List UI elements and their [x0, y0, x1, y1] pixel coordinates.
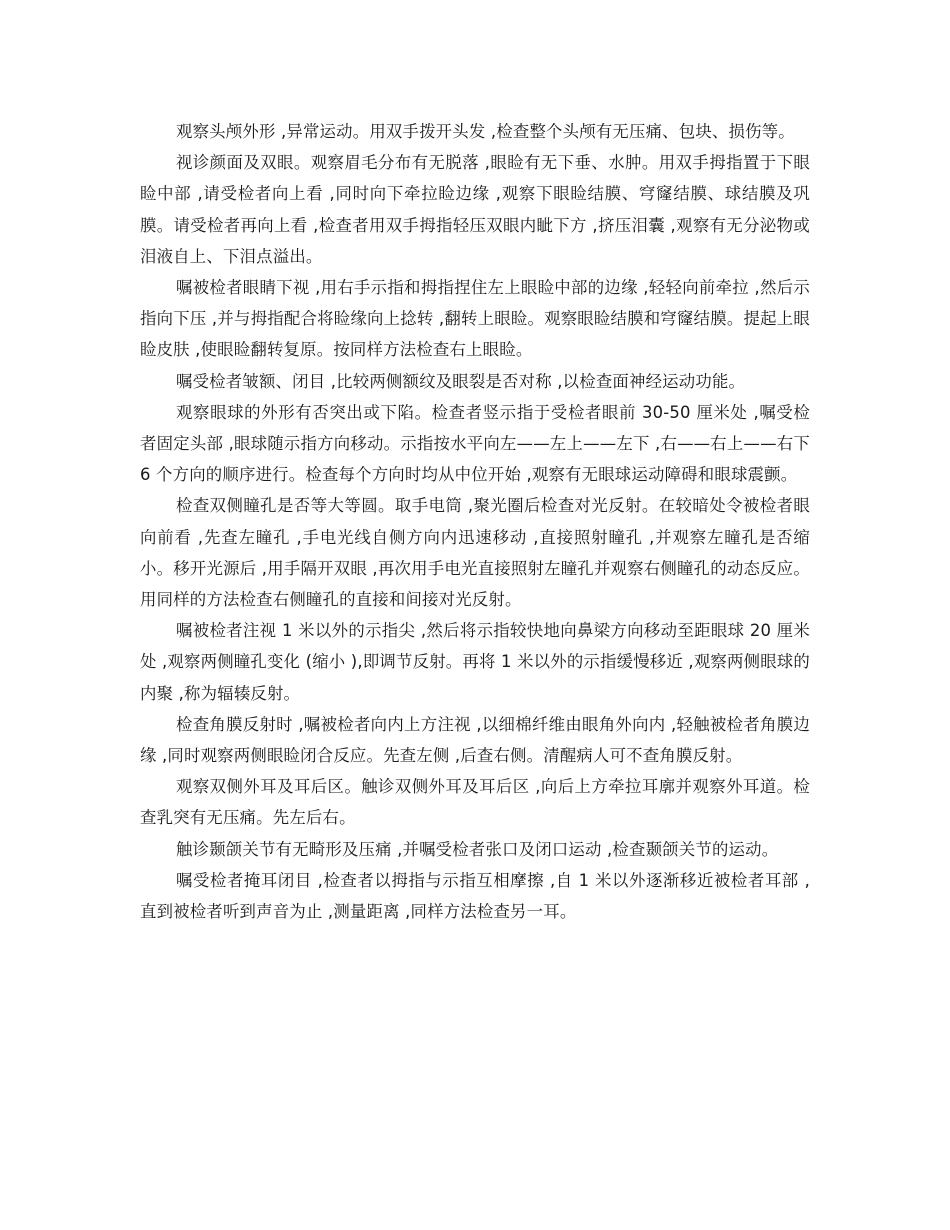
paragraph-corneal-reflex: 检查角膜反射时 ,嘱被检者向内上方注视 ,以细棉纤维由眼角外向内 ,轻触被检者角膜边缘 ,同时观察两侧眼睑闭合反应。先查左侧 ,后查右侧。清醒病人可不查角膜反射。 — [140, 714, 810, 766]
paragraph-hearing-test: 嘱受检者掩耳闭目 ,检查者以拇指与示指互相摩擦 ,自 1 米以外逐渐移近被检者耳部 ,直到被检者听到声音为止 ,测量距离 ,同样方法检查另一耳。 — [140, 870, 810, 922]
paragraph-eye-movement: 观察眼球的外形有否突出或下陷。检查者竖示指于受检者眼前 30-50 厘米处 ,嘱受检者固定头部 ,眼球随示指方向移动。示指按水平向左——左上——左下 ,右——右上——右下 6 个方向的顺序进行。检查每个方向时均从中位开始 ,观察有无眼球运动障碍和眼球震颤。 — [140, 402, 810, 485]
paragraph-external-ear: 观察双侧外耳及耳后区。触诊双侧外耳及耳后区 ,向后上方牵拉耳廓并观察外耳道。检查乳突有无压痛。先左后右。 — [140, 777, 810, 828]
paragraph-accommodation-reflex: 嘱被检者注视 1 米以外的示指尖 ,然后将示指较快地向鼻梁方向移动至距眼球 20 厘米处 ,观察两侧瞳孔变化 (缩小 ),即调节反射。再将 1 米以外的示指缓慢移近 ,观察两侧眼球的内聚 ,称为辐辏反射。 — [140, 621, 810, 703]
paragraph-head-inspection: 观察头颅外形 ,异常运动。用双手拨开头发 ,检查整个头颅有无压痛、包块、损伤等。 — [176, 122, 795, 141]
paragraph-eyelid-eversion: 嘱被检者眼睛下视 ,用右手示指和拇指捏住左上眼睑中部的边缘 ,轻轻向前牵拉 ,然后示指向下压 ,并与拇指配合将睑缘向上捻转 ,翻转上眼睑。观察眼睑结膜和穹窿结膜。提起上眼睑皮肤 ,使眼睑翻转复原。按同样方法检查右上眼睑。 — [140, 278, 810, 360]
paragraph-pupil-light-reflex: 检查双侧瞳孔是否等大等圆。取手电筒 ,聚光圈后检查对光反射。在较暗处令被检者眼向前看 ,先查左瞳孔 ,手电光线自侧方向内迅速移动 ,直接照射瞳孔 ,并观察左瞳孔是否缩小。移开光源后 ,用手隔开双眼 ,再次用手电光直接照射左瞳孔并观察右侧瞳孔的动态反应。用同样的方法检查右侧瞳孔的直接和间接对光反射。 — [140, 496, 810, 610]
document-body — [140, 116, 810, 927]
paragraph-facial-nerve: 嘱受检者皱额、闭目 ,比较两侧额纹及眼裂是否对称 ,以检查面神经运动功能。 — [176, 371, 746, 391]
paragraph-tmj: 触诊颞颌关节有无畸形及压痛 ,并嘱受检者张口及闭口运动 ,检查颞颌关节的运动。 — [176, 839, 779, 859]
paragraph-face-eye-inspection: 视诊颜面及双眼。观察眉毛分布有无脱落 ,眼睑有无下垂、水肿。用双手拇指置于下眼睑中部 ,请受检者向上看 ,同时向下牵拉睑边缘 ,观察下眼睑结膜、穹窿结膜、球结膜及巩膜。请受检者再向上看 ,检查者用双手拇指轻压双眼内眦下方 ,挤压泪囊 ,观察有无分泌物或泪液自上、下泪点溢出。 — [140, 153, 810, 266]
